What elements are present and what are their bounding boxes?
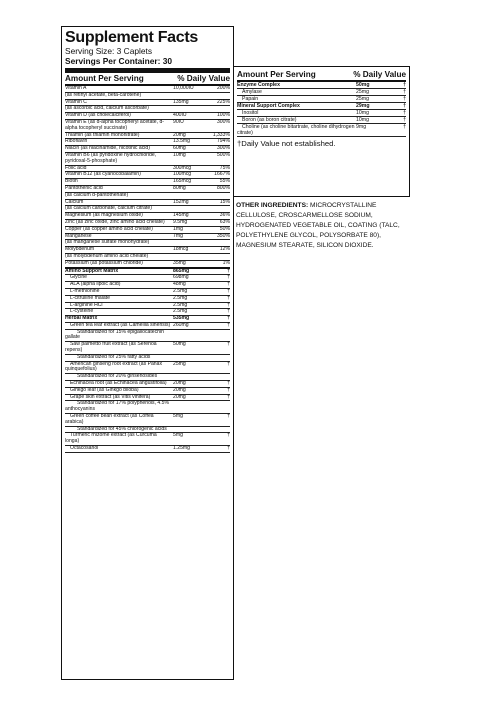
- nutrient-name: Standardized for 17% polyphenols, 4.5% anthocyanins: [65, 400, 170, 413]
- nutrient-daily-value: †: [227, 287, 230, 294]
- nutrient-name: Magnesium (as magnesium oxide): [65, 212, 143, 219]
- nutrient-name: Glycine: [70, 274, 87, 281]
- nutrient-amount: 9.5mg: [173, 218, 188, 225]
- nutrient-amount: 20mg: [173, 131, 186, 138]
- nutrient-daily-value: †: [227, 360, 230, 367]
- nutrient-daily-value: †: [227, 321, 230, 328]
- nutrient-amount: 535mg: [173, 315, 190, 322]
- nutrient-name: Standardized for 25% fatty acids: [77, 353, 151, 360]
- nutrient-row: [237, 124, 406, 137]
- nutrient-amount: 135mg: [173, 98, 189, 105]
- nutrient-amount: 60mg: [173, 145, 186, 152]
- nutrient-name: (as molybdenum amino acid chelate): [65, 252, 149, 259]
- nutrient-row: [65, 446, 230, 453]
- nutrient-name: Standardized for 20% ginsenosides: [77, 373, 158, 380]
- nutrient-name: Copper (as copper amino acid chelate): [65, 225, 153, 232]
- nutrient-amount: 10mg: [173, 151, 186, 158]
- complex-list: [237, 82, 406, 137]
- nutrient-daily-value: †: [227, 413, 230, 420]
- nutrient-daily-value: †: [227, 301, 230, 308]
- nutrient-daily-value: †: [227, 393, 230, 400]
- supplement-facts-panel: [61, 26, 234, 680]
- nutrient-name: Octacosanol: [70, 445, 99, 452]
- nutrient-name: Vitamin D (as cholecalciferol): [65, 112, 131, 119]
- nutrient-name: L-methionine: [70, 287, 100, 294]
- nutrient-row: [65, 93, 230, 100]
- nutrient-name: Vitamin C: [65, 98, 87, 105]
- nutrient-amount: 865mg: [173, 267, 190, 274]
- nutrient-daily-value: †: [227, 267, 230, 274]
- nutrient-daily-value: †: [403, 96, 406, 102]
- nutrient-daily-value: 63%: [219, 218, 230, 225]
- nutrient-daily-value: †: [227, 386, 230, 393]
- nutrient-daily-value: †: [403, 117, 406, 123]
- nutrient-name: Molybdenum: [65, 246, 95, 253]
- nutrient-daily-value: 1667%: [214, 171, 230, 178]
- nutrient-daily-value: 200%: [216, 85, 230, 91]
- nutrient-row: [237, 82, 406, 89]
- nutrient-amount: 10mg: [356, 110, 369, 116]
- nutrient-daily-value: 300%: [216, 118, 230, 125]
- nutrient-row: [237, 89, 406, 96]
- nutrient-daily-value: 300%: [216, 145, 230, 152]
- nutrient-daily-value: †: [227, 432, 230, 439]
- nutrient-name: Standardized for 15% epigallocatechin gallate: [65, 328, 164, 341]
- nutrient-name: Amylase: [242, 89, 262, 95]
- nutrient-name: Riboflavin: [65, 138, 88, 145]
- nutrient-name: Manganese: [65, 232, 92, 239]
- nutrient-amount: 400IU: [173, 112, 187, 119]
- nutrient-name: Inositol: [242, 110, 259, 116]
- nutrient-name: American ginseng root extract (as Panax quinquefolius): [65, 360, 163, 373]
- nutrient-row: [237, 117, 406, 124]
- nutrient-name: Mineral Support Complex: [237, 103, 300, 109]
- nutrient-name: Green coffee bean extract (as Coffea arabica): [65, 413, 154, 425]
- nutrient-amount: 20mg: [173, 380, 186, 387]
- nutrient-name: Boron (as boron citrate): [242, 117, 297, 123]
- nutrient-daily-value: †: [227, 380, 230, 387]
- panel-title: Supplement Facts: [65, 29, 199, 46]
- nutrient-name: Folic acid: [65, 164, 87, 171]
- nutrient-amount: 10,000IU: [173, 85, 194, 91]
- nutrient-amount: 80mg: [173, 184, 186, 191]
- nutrient-daily-value: 1%: [222, 259, 230, 266]
- nutrient-daily-value: †: [227, 294, 230, 301]
- nutrient-row: [237, 110, 406, 117]
- nutrient-amount: 100mcg: [173, 171, 192, 178]
- nutrient-amount: 18mcg: [173, 246, 189, 253]
- nutrient-name: Potassium (as potassium chloride): [65, 259, 143, 266]
- footnote: †Daily Value not established.: [237, 139, 336, 148]
- other-ingredients-label: OTHER INGREDIENTS:: [236, 202, 309, 209]
- nutrient-amount: 25mg: [173, 360, 186, 367]
- nutrient-daily-value: †: [227, 274, 230, 281]
- nutrient-name: ALA (alpha lipoic acid): [70, 281, 121, 288]
- nutrient-name: Amino Support Matrix: [65, 267, 119, 274]
- header-daily-value-right: % Daily Value: [353, 70, 406, 79]
- nutrient-amount: 10mg: [356, 117, 369, 123]
- nutrient-name: Niacin (as niacinamide, nicotinic acid): [65, 145, 150, 152]
- nutrient-name: L-cysteine: [70, 308, 94, 315]
- nutrient-amount: 48mg: [173, 281, 186, 288]
- nutrient-daily-value: †: [403, 124, 406, 130]
- nutrient-name: Choline (as choline bitartrate, choline dihydrogen citrate): [237, 124, 355, 136]
- nutrient-amount: 25mg: [356, 89, 369, 95]
- nutrient-daily-value: †: [403, 89, 406, 95]
- nutrient-amount: 29mg: [356, 103, 370, 109]
- nutrient-amount: 50mg: [356, 82, 370, 88]
- nutrient-daily-value: †: [403, 82, 406, 88]
- nutrient-row: [237, 96, 406, 103]
- nutrient-amount: 5mg: [173, 432, 183, 439]
- nutrient-name: Thiamin (as thiamin mononitrate): [65, 131, 140, 138]
- nutrient-amount: 90IU: [173, 118, 184, 125]
- nutrient-name: Biotin: [65, 178, 78, 185]
- nutrient-amount: 145mg: [173, 212, 189, 219]
- nutrient-amount: 698mg: [173, 274, 189, 281]
- servings-per-container: Servings Per Container: 30: [65, 56, 173, 66]
- nutrient-daily-value: 75%: [219, 164, 230, 171]
- table-header-right: [237, 67, 406, 82]
- nutrient-row: [65, 133, 230, 140]
- nutrient-amount: 25mg: [356, 96, 369, 102]
- nutrient-daily-value: 12%: [219, 246, 230, 253]
- nutrient-amount: 20mg: [173, 393, 186, 400]
- nutrient-daily-value: 36%: [219, 212, 230, 219]
- nutrient-name: (as retinyl acetate, beta-carotene): [65, 91, 142, 98]
- nutrient-daily-value: 794%: [216, 138, 230, 145]
- nutrient-name: Echinacea root (as Echinacea angustifolia): [70, 380, 167, 387]
- nutrient-daily-value: 1,333%: [212, 131, 230, 138]
- nutrient-amount: 152mg: [173, 198, 189, 205]
- nutrient-daily-value: †: [227, 341, 230, 348]
- nutrient-amount: 300mcg: [173, 164, 192, 171]
- nutrient-row: [65, 342, 230, 355]
- other-ingredients: [236, 201, 418, 251]
- nutrient-name: (as ascorbic acid, calcium ascorbate): [65, 105, 149, 112]
- nutrient-name: Pantothenic acid: [65, 184, 103, 191]
- nutrient-amount: 165mcg: [173, 178, 192, 185]
- nutrient-daily-value: 15%: [219, 198, 230, 205]
- nutrient-row: [65, 193, 230, 200]
- header-amount: Amount Per Serving: [65, 74, 144, 83]
- supplement-facts-continued-panel: [233, 66, 410, 197]
- nutrient-name: L-arginine HCl: [70, 301, 103, 308]
- nutrient-name: (as calcium d-pantothenate): [65, 191, 129, 198]
- nutrient-amount: 2.5mg: [173, 308, 188, 315]
- nutrient-name: Papain: [242, 96, 259, 102]
- nutrient-name: Ginkgo leaf (as Ginkgo biloba): [70, 386, 139, 393]
- nutrient-amount: 13.5mg: [173, 138, 190, 145]
- nutrient-name: (as manganese sulfate monohydrate): [65, 239, 150, 246]
- nutrient-list: [65, 86, 230, 453]
- nutrient-row: [65, 153, 230, 166]
- nutrient-daily-value: 800%: [216, 184, 230, 191]
- nutrient-amount: 50mg: [173, 341, 186, 348]
- nutrient-name: L-citrulline malate: [70, 294, 110, 301]
- nutrient-daily-value: †: [227, 281, 230, 288]
- nutrient-row: [237, 103, 406, 110]
- nutrient-name: Vitamin B6 (as pyridoxine hydrochloride, pyridoxal-5-phosphate): [65, 151, 157, 164]
- nutrient-amount: 2.5mg: [173, 301, 188, 308]
- nutrient-daily-value: 500%: [216, 151, 230, 158]
- nutrient-daily-value: †: [227, 308, 230, 315]
- other-ingredients-text: MICROCRYSTALLINE CELLULOSE, CROSCARMELLOSE SODIUM, HYDROGENATED VEGETABLE OIL, COATING (TALC, POLYETHYLENE GLYCOL, POLYSORBATE 80), MAGNESIUM STEARATE, SILICON DIOXIDE.: [236, 202, 400, 249]
- serving-size: Serving Size: 3 Caplets: [65, 46, 153, 56]
- nutrient-amount: 20mg: [173, 386, 186, 393]
- nutrient-name: Calcium: [65, 198, 84, 205]
- nutrient-amount: 1.25mg: [173, 445, 190, 452]
- nutrient-row: [65, 269, 230, 276]
- nutrient-name: Turmeric rhizome extract (as Curcuma longa): [65, 432, 157, 445]
- nutrient-daily-value: 50%: [219, 225, 230, 232]
- nutrient-daily-value: †: [227, 315, 230, 322]
- nutrient-amount: 35mg: [173, 259, 186, 266]
- nutrient-daily-value: †: [227, 445, 230, 452]
- nutrient-name: (as calcium carbonate, calcium citrate): [65, 205, 152, 212]
- nutrient-name: Herbal Matrix: [65, 315, 98, 322]
- nutrient-amount: 2.5mg: [173, 287, 188, 294]
- header-amount-right: Amount Per Serving: [237, 70, 316, 79]
- nutrient-daily-value: 350%: [216, 232, 230, 239]
- nutrient-name: Vitamin E (as d-alpha tocopheryl acetate, d-alpha tocopheryl succinate): [65, 118, 165, 131]
- nutrient-name: Standardized for 45% chlorogenic acids: [77, 425, 167, 432]
- nutrient-row: [65, 172, 230, 179]
- nutrient-daily-value: 100%: [216, 112, 230, 119]
- nutrient-name: Vitamin A: [65, 85, 87, 91]
- nutrient-name: Green tea leaf extract (as Camellia sinensis): [70, 321, 171, 328]
- nutrient-amount: 9mg: [356, 124, 367, 130]
- nutrient-daily-value: †: [403, 110, 406, 116]
- nutrient-name: Vitamin B12 (as cyanocobalamin): [65, 171, 141, 178]
- nutrient-name: Grape skin extract (as Vitis vinifera): [70, 393, 151, 400]
- nutrient-amount: 260mg: [173, 321, 189, 328]
- nutrient-amount: 2.5mg: [173, 294, 188, 301]
- nutrient-name: Zinc (as zinc oxide, zinc amino acid chelate): [65, 218, 165, 225]
- nutrient-amount: 7mg: [173, 232, 183, 239]
- nutrient-amount: 1mg: [173, 225, 183, 232]
- nutrient-daily-value: †: [403, 103, 406, 109]
- nutrient-name: Enzyme Complex: [237, 82, 280, 88]
- nutrient-row: [65, 414, 230, 427]
- nutrient-amount: 5mg: [173, 413, 183, 420]
- nutrient-daily-value: 225%: [216, 98, 230, 105]
- nutrient-name: Saw palmetto fruit extract (as Serenoa repens): [65, 341, 157, 354]
- header-daily-value: % Daily Value: [177, 74, 230, 83]
- table-header: [65, 73, 230, 86]
- nutrient-daily-value: 55%: [219, 178, 230, 185]
